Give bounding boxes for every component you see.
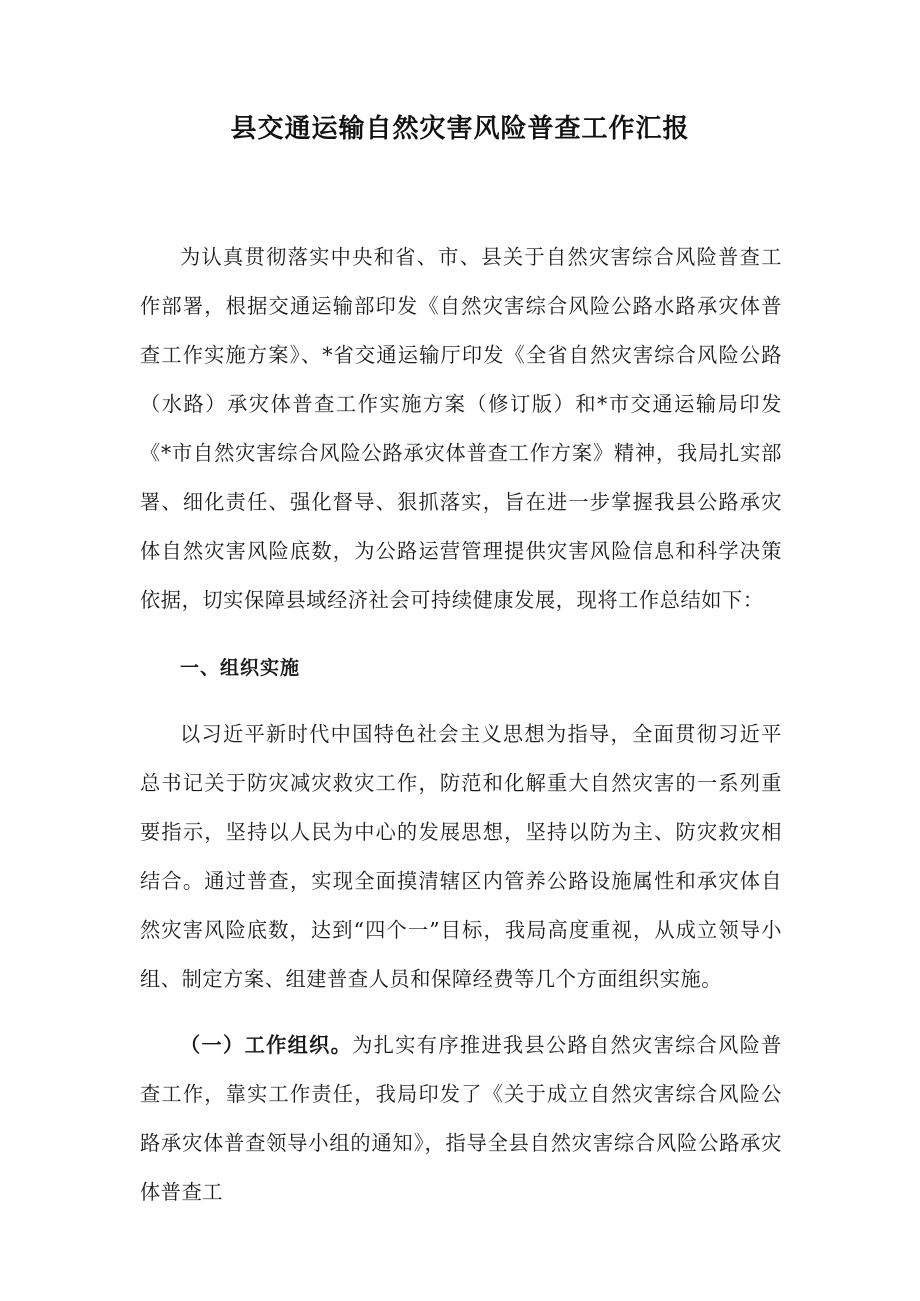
paragraph-guiding-principle: 以习近平新时代中国特色社会主义思想为指导，全面贯彻习近平总书记关于防灾减灾救灾工作，防范和化解重大自然灾害的一系列重要指示，坚持以人民为中心的发展思想，坚持以防为主、防灾救灾相结合。通过普查，实现全面摸清辖区内管养公路设施属性和承灾体自然灾害风险底数，达到“四个一”目标，我局高度重视，从成立领导小组、制定方案、组建普查人员和保障经费等几个方面组织实施。 [140, 722, 782, 991]
section-heading-organization: 一、组织实施 [180, 657, 301, 679]
paragraph-work-organization [140, 1021, 782, 1217]
paragraph-intro: 为认真贯彻落实中央和省、市、县关于自然灾害综合风险普查工作部署，根据交通运输部印发《自然灾害综合风险公路水路承灾体普查工作实施方案》、*省交通运输厅印发《全省自然灾害综合风险公路（水路）承灾体普查工作实施方案（修订版）和*市交通运输局印发《*市自然灾害综合风险公路承灾体普查工作方案》精神，我局扎实部署、细化责任、强化督导、狠抓落实，旨在进一步掌握我县公路承灾体自然灾害风险底数，为公路运营管理提供灾害风险信息和科学决策依据，切实保障县域经济社会可持续健康发展，现将工作总结如下： [140, 245, 782, 612]
subsection-lead: （一）工作组织。 [180, 1033, 353, 1057]
paragraph-work-organization-text: 为扎实有序推进我县公路自然灾害综合风险普查工作，靠实工作责任，我局印发了《关于成立自然灾害综合风险公路承灾体普查领导小组的通知》，指导全县自然灾害综合风险公路承灾体普查工 [140, 1033, 782, 1204]
document-title: 县交通运输自然灾害风险普查工作汇报 [230, 114, 690, 144]
